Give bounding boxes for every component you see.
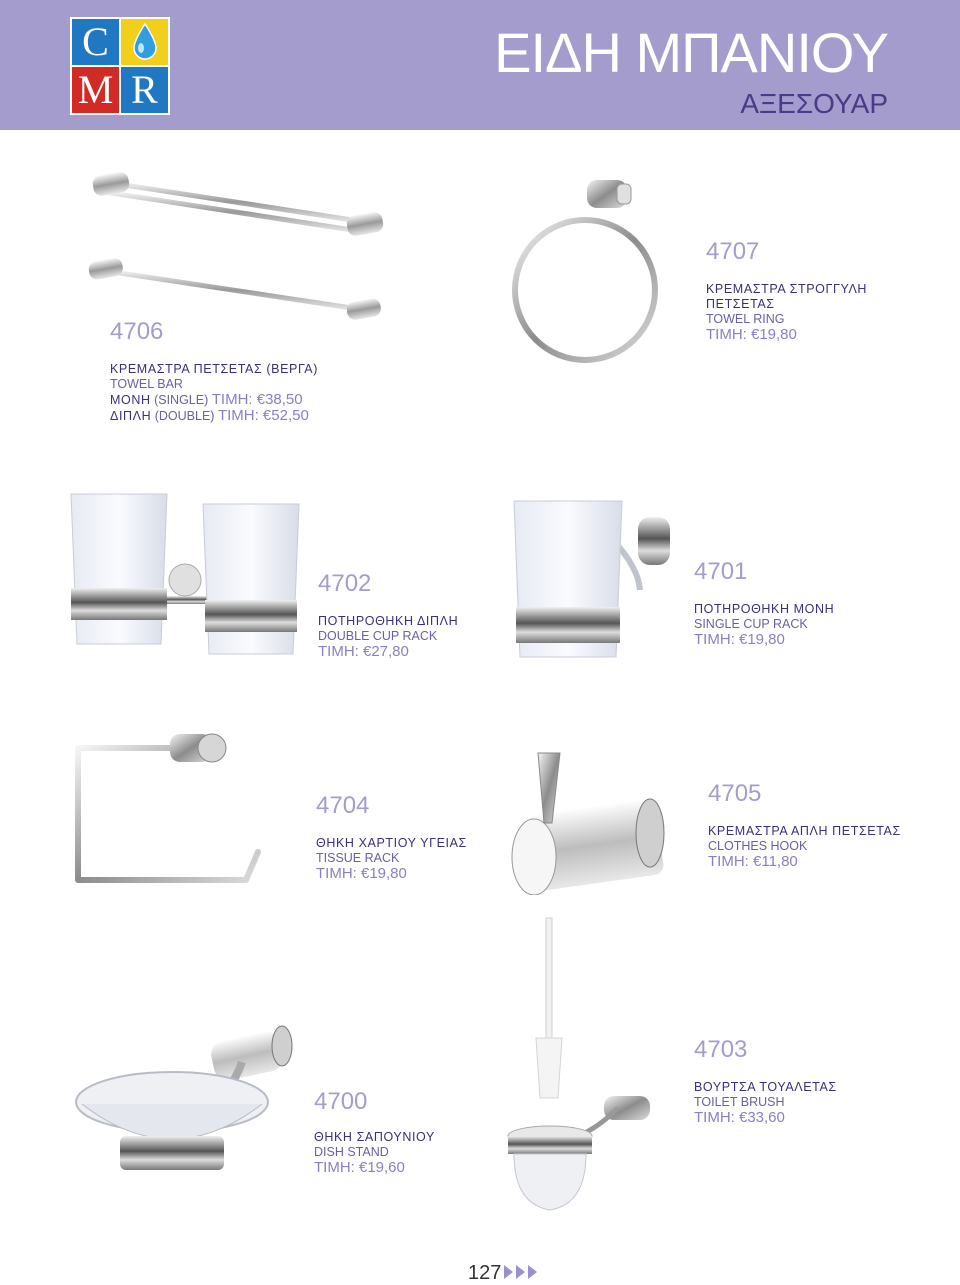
product-price-4704: ΤΙΜΗ: €19,80 bbox=[316, 865, 407, 882]
page-title: ΕΙΔΗ ΜΠΑΝΙΟΥ bbox=[494, 21, 888, 84]
product-price-4702: ΤΙΜΗ: €27,80 bbox=[318, 643, 409, 660]
product-name-en-4703: TOILET BRUSH bbox=[694, 1095, 785, 1109]
product-name-en-4700: DISH STAND bbox=[314, 1145, 389, 1159]
product-name-4700: ΘΗΚΗ ΣΑΠΟΥΝΙΟΥ bbox=[314, 1130, 435, 1144]
page-arrows-icon bbox=[504, 1265, 540, 1279]
product-code-4707: 4707 bbox=[706, 238, 760, 265]
product-name-en-4706: TOWEL BAR bbox=[110, 377, 183, 391]
product-info-4704 bbox=[316, 836, 467, 881]
double-label-4706: ΔΙΠΛΗ bbox=[110, 409, 152, 423]
product-name-en-4701: SINGLE CUP RACK bbox=[694, 617, 808, 631]
logo-letter-c: C bbox=[72, 19, 119, 65]
product-code-4702: 4702 bbox=[318, 570, 372, 597]
tissue-rack-photo bbox=[62, 722, 277, 902]
product-price-4701: ΤΙΜΗ: €19,80 bbox=[694, 631, 785, 648]
product-name-4707-line2: ΠΕΤΣΕΤΑΣ bbox=[706, 297, 775, 311]
product-info-4706 bbox=[110, 362, 318, 424]
product-info-4705 bbox=[708, 824, 901, 869]
product-name-4704: ΘΗΚΗ ΧΑΡΤΙΟΥ ΥΓΕΙΑΣ bbox=[316, 836, 467, 850]
double-cup-rack-photo bbox=[65, 488, 310, 668]
product-name-4706: ΚΡΕΜΑΣΤΡΑ ΠΕΤΣΕΤΑΣ (ΒΕΡΓΑ) bbox=[110, 362, 318, 376]
page-subtitle: ΑΞΕΣΟΥΑΡ bbox=[740, 88, 888, 119]
product-name-4703: ΒΟΥΡΤΣΑ ΤΟΥΑΛΕΤΑΣ bbox=[694, 1080, 837, 1094]
product-info-4700 bbox=[314, 1130, 435, 1175]
product-price-4707: ΤΙΜΗ: €19,80 bbox=[706, 326, 797, 343]
single-cup-rack-photo bbox=[508, 495, 688, 675]
product-code-4706: 4706 bbox=[110, 318, 164, 345]
product-info-4703 bbox=[694, 1080, 837, 1125]
product-info-4701 bbox=[694, 602, 834, 647]
product-price-4703: ΤΙΜΗ: €33,60 bbox=[694, 1109, 785, 1126]
product-code-4705: 4705 bbox=[708, 780, 762, 807]
product-info-4707 bbox=[706, 282, 867, 342]
dish-stand-photo bbox=[72, 1022, 302, 1182]
double-price-4706: ΤΙΜΗ: €52,50 bbox=[217, 407, 309, 424]
logo-letter-m: M bbox=[72, 67, 119, 113]
single-price-row-4706 bbox=[110, 392, 318, 408]
product-price-4705: ΤΙΜΗ: €11,80 bbox=[708, 853, 798, 870]
double-price-row-4706 bbox=[110, 408, 318, 424]
clothes-hook-photo bbox=[500, 745, 680, 895]
brand-logo bbox=[70, 17, 170, 115]
water-drop-icon bbox=[130, 22, 160, 62]
page-number: 127 bbox=[468, 1262, 502, 1284]
product-code-4700: 4700 bbox=[314, 1088, 368, 1115]
product-code-4704: 4704 bbox=[316, 792, 370, 819]
product-code-4703: 4703 bbox=[694, 1036, 748, 1063]
product-info-4702 bbox=[318, 614, 458, 659]
product-name-en-4704: TISSUE RACK bbox=[316, 851, 400, 865]
double-en-4706: (DOUBLE) bbox=[154, 409, 215, 423]
towel-bar-photo bbox=[85, 160, 395, 330]
product-name-en-4707: TOWEL RING bbox=[706, 312, 785, 326]
logo-drop-cell bbox=[121, 19, 168, 65]
logo-letter-r: R bbox=[121, 67, 168, 113]
product-price-4700: ΤΙΜΗ: €19,60 bbox=[314, 1159, 405, 1176]
product-name-en-4705: CLOTHES HOOK bbox=[708, 839, 808, 853]
towel-ring-photo bbox=[505, 170, 685, 380]
product-name-4707-line1: ΚΡΕΜΑΣΤΡΑ ΣΤΡΟΓΓΥΛΗ bbox=[706, 282, 868, 296]
product-name-4702: ΠΟΤΗΡΟΘΗΚΗ ΔΙΠΛΗ bbox=[318, 614, 459, 628]
product-name-4701: ΠΟΤΗΡΟΘΗΚΗ ΜΟΝΗ bbox=[694, 602, 835, 616]
page-header bbox=[0, 0, 960, 130]
single-label-4706: ΜΟΝΗ bbox=[110, 393, 151, 407]
product-code-4701: 4701 bbox=[694, 558, 748, 585]
product-name-en-4702: DOUBLE CUP RACK bbox=[318, 629, 438, 643]
single-en-4706: (SINGLE) bbox=[154, 393, 209, 407]
toilet-brush-photo bbox=[500, 912, 680, 1212]
product-name-4705: ΚΡΕΜΑΣΤΡΑ ΑΠΛΗ ΠΕΤΣΕΤΑΣ bbox=[708, 824, 901, 838]
single-price-4706: ΤΙΜΗ: €38,50 bbox=[211, 391, 303, 408]
